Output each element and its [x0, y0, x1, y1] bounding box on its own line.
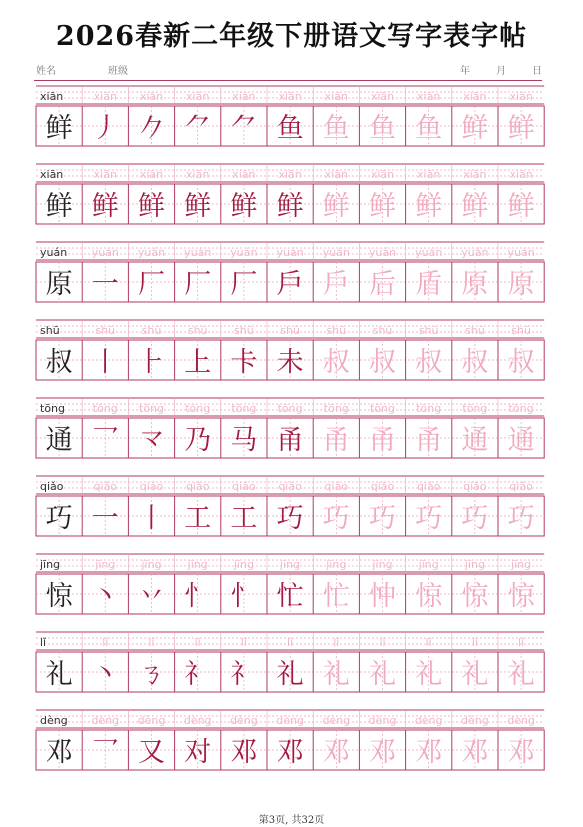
- pinyin-trace: tōng: [370, 402, 395, 415]
- model-character: 原: [45, 269, 73, 300]
- pinyin-trace: shū: [187, 324, 208, 337]
- pinyin-trace: xiān: [370, 168, 395, 181]
- stroke-order-step: 鲜: [91, 191, 119, 222]
- pinyin-trace: tōng: [139, 402, 164, 415]
- pinyin-trace: yuán: [276, 246, 304, 259]
- name-label: 姓名: [36, 66, 56, 77]
- pinyin-trace: lǐ: [194, 636, 201, 649]
- stroke-order-step: 丨: [91, 347, 119, 378]
- pinyin-trace: xiān: [324, 168, 348, 181]
- pinyin-trace: jīng: [233, 558, 254, 571]
- stroke-order-step: 鱼: [276, 113, 304, 144]
- stroke-order-step: 巧: [322, 503, 350, 534]
- pinyin-trace: yuán: [507, 246, 535, 259]
- pinyin-trace: qiǎo: [509, 480, 533, 493]
- pinyin-trace: yuán: [184, 246, 212, 259]
- pinyin-trace: lǐ: [379, 636, 386, 649]
- stroke-order-step: 邓: [369, 737, 396, 768]
- stroke-order-step: 礼: [369, 659, 396, 690]
- stroke-order-step: 巧: [415, 503, 443, 534]
- model-character: 巧: [45, 503, 73, 534]
- pinyin-trace: tōng: [416, 402, 442, 415]
- pinyin-trace: qiǎo: [232, 480, 256, 493]
- pinyin-model: shū: [40, 324, 60, 337]
- pinyin-trace: shū: [372, 324, 393, 337]
- pinyin-trace: xiān: [278, 90, 302, 103]
- pinyin-trace: jīng: [372, 558, 393, 571]
- stroke-order-step: 通: [507, 425, 535, 456]
- pinyin-trace: xiān: [509, 168, 533, 181]
- pinyin-trace: lǐ: [102, 636, 109, 649]
- stroke-order-step: 鲜: [322, 191, 350, 222]
- pinyin-trace: xiān: [463, 90, 487, 103]
- pinyin-trace: lǐ: [471, 636, 478, 649]
- pinyin-trace: tōng: [508, 402, 534, 415]
- stroke-order-step: 卡: [230, 347, 258, 378]
- pinyin-trace: jīng: [187, 558, 208, 571]
- pinyin-trace: qiǎo: [278, 480, 302, 493]
- day-label: 日: [532, 66, 542, 77]
- stroke-order-step: 礼: [415, 659, 443, 690]
- pinyin-trace: lǐ: [425, 636, 432, 649]
- stroke-order-step: 丿: [91, 113, 119, 144]
- stroke-order-step: 甬: [322, 425, 350, 456]
- stroke-order-step: 𠂊: [138, 113, 165, 144]
- pinyin-trace: xiān: [186, 90, 210, 103]
- pinyin-trace: yuán: [415, 246, 443, 259]
- stroke-order-step: 惊: [507, 581, 535, 612]
- stroke-order-step: 原: [507, 269, 535, 300]
- pinyin-trace: xiān: [139, 168, 164, 181]
- stroke-order-step: 惊: [461, 581, 489, 612]
- stroke-order-step: 邓: [230, 737, 258, 768]
- pinyin-trace: dèng: [322, 714, 351, 727]
- stroke-order-step: 鲜: [415, 191, 443, 222]
- stroke-order-step: 工: [184, 503, 212, 534]
- pinyin-trace: qiǎo: [370, 480, 395, 493]
- pinyin-trace: dèng: [91, 714, 120, 727]
- stroke-order-step: 甬: [369, 425, 396, 456]
- pinyin-model: xiān: [40, 90, 64, 103]
- stroke-order-step: 乛: [91, 425, 119, 456]
- model-character: 邓: [45, 737, 73, 768]
- pinyin-trace: shū: [141, 324, 162, 337]
- stroke-order-step: 礼: [276, 659, 304, 690]
- class-label: 班级: [108, 66, 128, 77]
- stroke-order-step: 叔: [461, 347, 489, 378]
- model-character: 鲜: [45, 191, 73, 222]
- stroke-order-step: ⺈: [230, 113, 258, 144]
- stroke-order-step: 忄: [230, 581, 258, 612]
- stroke-order-step: 忙: [276, 581, 304, 612]
- stroke-order-step: 一: [91, 503, 119, 534]
- pinyin-trace: shū: [280, 324, 300, 337]
- pinyin-trace: tōng: [185, 402, 211, 415]
- stroke-order-step: 鲜: [230, 191, 258, 222]
- pinyin-trace: xiān: [417, 168, 441, 181]
- pinyin-model: qiǎo: [40, 480, 64, 493]
- stroke-order-step: 厂: [230, 269, 258, 300]
- pinyin-trace: yuán: [230, 246, 258, 259]
- stroke-order-step: 甬: [415, 425, 443, 456]
- pinyin-model: dèng: [40, 714, 68, 727]
- stroke-order-step: 丷: [138, 581, 165, 612]
- pinyin-trace: jīng: [326, 558, 347, 571]
- month-label: 月: [496, 66, 506, 77]
- stroke-order-step: 礻: [184, 659, 212, 690]
- stroke-order-step: 未: [276, 347, 304, 378]
- stroke-order-step: 巧: [507, 503, 535, 534]
- pinyin-trace: qiǎo: [463, 480, 487, 493]
- pinyin-trace: tōng: [462, 402, 488, 415]
- pinyin-trace: qiǎo: [416, 480, 441, 493]
- stroke-order-step: 鱼: [415, 113, 443, 144]
- pinyin-trace: lǐ: [240, 636, 247, 649]
- pinyin-trace: lǐ: [333, 636, 340, 649]
- pinyin-trace: lǐ: [148, 636, 155, 649]
- stroke-order-step: 上: [184, 347, 212, 378]
- pinyin-trace: xiān: [278, 168, 302, 181]
- stroke-order-step: 礼: [507, 659, 535, 690]
- stroke-order-step: 龴: [138, 425, 165, 456]
- stroke-order-step: 鲜: [369, 191, 396, 222]
- stroke-order-step: 叔: [322, 347, 350, 378]
- stroke-order-step: 又: [138, 737, 165, 768]
- stroke-order-step: 鲜: [507, 191, 535, 222]
- pinyin-trace: shū: [465, 324, 485, 337]
- pinyin-trace: jīng: [464, 558, 485, 571]
- pinyin-trace: xiān: [186, 168, 210, 181]
- pinyin-model: xiān: [40, 168, 64, 181]
- stroke-order-step: 甬: [276, 425, 304, 456]
- pinyin-trace: qiǎo: [93, 480, 118, 493]
- model-character: 通: [45, 425, 73, 456]
- pinyin-trace: tōng: [277, 402, 303, 415]
- pinyin-trace: jīng: [511, 558, 532, 571]
- stroke-order-step: 礼: [461, 659, 489, 690]
- pinyin-trace: dèng: [461, 714, 489, 727]
- stroke-order-step: 巧: [276, 503, 304, 534]
- model-character: 惊: [45, 581, 73, 612]
- stroke-order-step: 邓: [415, 737, 443, 768]
- stroke-order-step: ⺊: [138, 347, 165, 378]
- pinyin-model: lǐ: [40, 636, 47, 649]
- model-character: 鲜: [45, 113, 73, 144]
- stroke-order-step: 邓: [507, 737, 535, 768]
- pinyin-trace: yuán: [137, 246, 166, 259]
- pinyin-trace: lǐ: [518, 636, 525, 649]
- pinyin-trace: qiǎo: [139, 480, 164, 493]
- stroke-order-step: 鲜: [138, 191, 165, 222]
- stroke-order-step: 乛: [91, 737, 119, 768]
- pinyin-trace: dèng: [368, 714, 397, 727]
- pinyin-trace: xiān: [324, 90, 348, 103]
- pinyin-trace: shū: [95, 324, 116, 337]
- pinyin-model: tōng: [40, 402, 65, 415]
- stroke-order-step: ㄋ: [138, 659, 165, 690]
- pinyin-trace: shū: [511, 324, 531, 337]
- stroke-order-step: 鱼: [322, 113, 350, 144]
- pinyin-trace: xiān: [93, 90, 117, 103]
- pinyin-trace: jīng: [95, 558, 116, 571]
- pinyin-trace: jīng: [418, 558, 439, 571]
- stroke-order-step: 鲜: [184, 191, 212, 222]
- stroke-order-step: 丶: [91, 659, 119, 690]
- pinyin-trace: shū: [326, 324, 347, 337]
- stroke-order-step: 对: [184, 737, 212, 768]
- model-character: 礼: [45, 659, 73, 690]
- pinyin-trace: yuán: [91, 246, 119, 259]
- pinyin-trace: tōng: [323, 402, 349, 415]
- pinyin-trace: jīng: [141, 558, 162, 571]
- pinyin-trace: xiān: [139, 90, 164, 103]
- stroke-order-step: 惊: [415, 581, 443, 612]
- stroke-order-step: 一: [91, 269, 119, 300]
- pinyin-trace: xiān: [509, 90, 533, 103]
- stroke-order-step: 原: [461, 269, 489, 300]
- stroke-order-step: 鲜: [461, 191, 489, 222]
- stroke-order-step: 鲜: [276, 191, 304, 222]
- pinyin-trace: xiān: [463, 168, 487, 181]
- year-label: 年: [460, 66, 470, 77]
- stroke-order-step: 戶: [276, 269, 304, 300]
- pinyin-trace: dèng: [137, 714, 166, 727]
- stroke-order-step: 邓: [322, 737, 350, 768]
- stroke-order-step: 丨: [138, 503, 165, 534]
- pinyin-trace: dèng: [276, 714, 304, 727]
- stroke-order-step: 鲜: [461, 113, 489, 144]
- stroke-order-step: 叔: [507, 347, 535, 378]
- pinyin-trace: dèng: [183, 714, 212, 727]
- stroke-order-step: 邓: [276, 737, 304, 768]
- pinyin-model: jīng: [40, 558, 61, 571]
- pinyin-trace: xiān: [370, 90, 395, 103]
- pinyin-trace: tōng: [92, 402, 118, 415]
- stroke-order-step: 鲜: [507, 113, 535, 144]
- pinyin-trace: xiān: [93, 168, 117, 181]
- pinyin-model: yuán: [40, 246, 68, 259]
- stroke-order-step: 礼: [322, 659, 350, 690]
- stroke-order-step: 巧: [461, 503, 489, 534]
- stroke-order-step: 戶: [322, 269, 350, 300]
- stroke-order-step: ⺈: [184, 113, 212, 144]
- stroke-order-step: 叔: [415, 347, 443, 378]
- stroke-order-step: 马: [230, 425, 258, 456]
- model-character: 叔: [45, 347, 73, 378]
- pinyin-trace: dèng: [507, 714, 535, 727]
- stroke-order-step: 工: [230, 503, 258, 534]
- stroke-order-step: 忙: [322, 581, 350, 612]
- pinyin-trace: dèng: [414, 714, 443, 727]
- pinyin-trace: jīng: [280, 558, 301, 571]
- stroke-order-step: 忄: [184, 581, 212, 612]
- pinyin-trace: qiǎo: [324, 480, 349, 493]
- stroke-order-step: 后: [369, 269, 396, 300]
- stroke-order-step: 鱼: [369, 113, 396, 144]
- stroke-order-step: 厂: [184, 269, 212, 300]
- pinyin-trace: xiān: [232, 90, 256, 103]
- pinyin-trace: shū: [234, 324, 254, 337]
- pinyin-trace: tōng: [231, 402, 257, 415]
- pinyin-trace: yuán: [322, 246, 350, 259]
- pinyin-trace: dèng: [230, 714, 258, 727]
- pinyin-trace: yuán: [368, 246, 397, 259]
- stroke-order-step: 叔: [369, 347, 396, 378]
- stroke-order-step: 忡: [369, 581, 396, 612]
- stroke-order-step: 乃: [184, 425, 212, 456]
- pinyin-trace: qiǎo: [185, 480, 210, 493]
- stroke-order-step: 盾: [415, 269, 443, 300]
- stroke-order-step: 厂: [138, 269, 165, 300]
- stroke-order-step: 丶: [91, 581, 119, 612]
- pinyin-trace: shū: [418, 324, 439, 337]
- stroke-order-step: 通: [461, 425, 489, 456]
- stroke-order-step: 邓: [461, 737, 489, 768]
- page-footer: 第3页, 共32页: [258, 815, 325, 826]
- pinyin-trace: xiān: [232, 168, 256, 181]
- page-title: 2026春新二年级下册语文写字表字帖: [55, 21, 528, 52]
- pinyin-trace: xiān: [417, 90, 441, 103]
- stroke-order-step: 礻: [230, 659, 258, 690]
- pinyin-trace: yuán: [461, 246, 489, 259]
- pinyin-trace: lǐ: [287, 636, 294, 649]
- stroke-order-step: 巧: [369, 503, 396, 534]
